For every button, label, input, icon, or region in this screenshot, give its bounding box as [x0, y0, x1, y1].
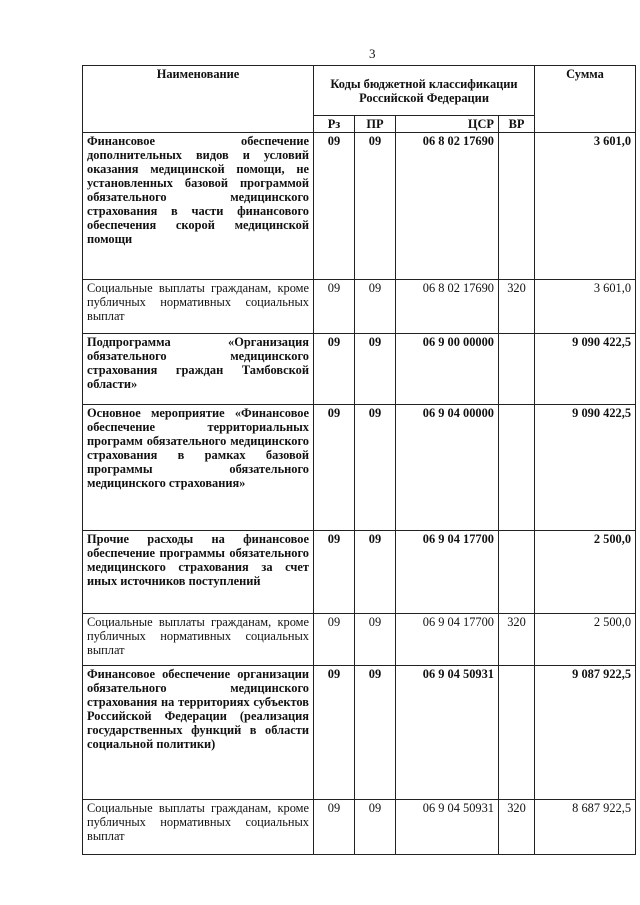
row-rz: 09 — [314, 800, 355, 855]
row-sum: 3 601,0 — [535, 280, 636, 334]
row-sum: 2 500,0 — [535, 531, 636, 614]
budget-table — [82, 65, 636, 855]
row-name: Финансовое обеспечение дополнительных видов и условий оказания медицинской помощи, не установленных базовой программой обязательного медицинского страхования в части финансового обеспечения скорой медицинской помощи — [83, 133, 314, 280]
row-csr: 06 9 04 17700 — [396, 614, 499, 666]
row-csr: 06 8 02 17690 — [396, 280, 499, 334]
row-sum: 3 601,0 — [535, 133, 636, 280]
row-csr: 06 8 02 17690 — [396, 133, 499, 280]
row-name: Подпрограмма «Организация обязательного медицинского страхования граждан Тамбовской области» — [83, 334, 314, 405]
row-sum: 9 090 422,5 — [535, 405, 636, 531]
row-vr — [499, 531, 535, 614]
row-pr: 09 — [355, 531, 396, 614]
row-name: Прочие расходы на финансовое обеспечение программы обязательного медицинского страхования за счет иных источников поступлений — [83, 531, 314, 614]
row-name: Социальные выплаты гражданам, кроме публичных нормативных социальных выплат — [83, 800, 314, 855]
row-vr — [499, 334, 535, 405]
header-pr: ПР — [355, 116, 396, 133]
row-rz: 09 — [314, 280, 355, 334]
row-name: Основное мероприятие «Финансовое обеспечение территориальных программ обязательного медицинского страхования в рамках базовой программы обязательного медицинского страхования» — [83, 405, 314, 531]
row-rz: 09 — [314, 614, 355, 666]
row-csr: 06 9 04 50931 — [396, 800, 499, 855]
row-vr: 320 — [499, 614, 535, 666]
row-name: Социальные выплаты гражданам, кроме публичных нормативных социальных выплат — [83, 614, 314, 666]
row-sum: 9 090 422,5 — [535, 334, 636, 405]
header-csr: ЦСР — [396, 116, 499, 133]
table-row — [83, 334, 636, 405]
row-pr: 09 — [355, 614, 396, 666]
table-row — [83, 280, 636, 334]
row-vr — [499, 666, 535, 800]
table-row — [83, 666, 636, 800]
row-csr: 06 9 00 00000 — [396, 334, 499, 405]
row-sum: 8 687 922,5 — [535, 800, 636, 855]
row-pr: 09 — [355, 280, 396, 334]
row-vr: 320 — [499, 280, 535, 334]
row-pr: 09 — [355, 800, 396, 855]
row-csr: 06 9 04 17700 — [396, 531, 499, 614]
row-rz: 09 — [314, 666, 355, 800]
row-sum: 9 087 922,5 — [535, 666, 636, 800]
row-csr: 06 9 04 50931 — [396, 666, 499, 800]
table-row — [83, 531, 636, 614]
table-row — [83, 405, 636, 531]
header-vr: ВР — [499, 116, 535, 133]
row-name: Социальные выплаты гражданам, кроме публичных нормативных социальных выплат — [83, 280, 314, 334]
row-rz: 09 — [314, 133, 355, 280]
row-rz: 09 — [314, 405, 355, 531]
page-number: 3 — [369, 46, 376, 61]
row-csr: 06 9 04 00000 — [396, 405, 499, 531]
table-row — [83, 133, 636, 280]
row-vr — [499, 405, 535, 531]
row-name: Финансовое обеспечение организации обязательного медицинского страхования на территориях субъектов Российской Федерации (реализация государственных функций в области социальной политики) — [83, 666, 314, 800]
row-pr: 09 — [355, 405, 396, 531]
header-name: Наименование — [83, 66, 314, 133]
row-rz: 09 — [314, 334, 355, 405]
row-sum: 2 500,0 — [535, 614, 636, 666]
header-sum: Сумма — [535, 66, 636, 133]
row-vr: 320 — [499, 800, 535, 855]
row-vr — [499, 133, 535, 280]
row-rz: 09 — [314, 531, 355, 614]
table-row — [83, 614, 636, 666]
row-pr: 09 — [355, 666, 396, 800]
row-pr: 09 — [355, 334, 396, 405]
table-row — [83, 800, 636, 855]
row-pr: 09 — [355, 133, 396, 280]
header-budget-codes: Коды бюджетной классификации Российской Федерации — [314, 66, 535, 116]
header-rz: Рз — [314, 116, 355, 133]
